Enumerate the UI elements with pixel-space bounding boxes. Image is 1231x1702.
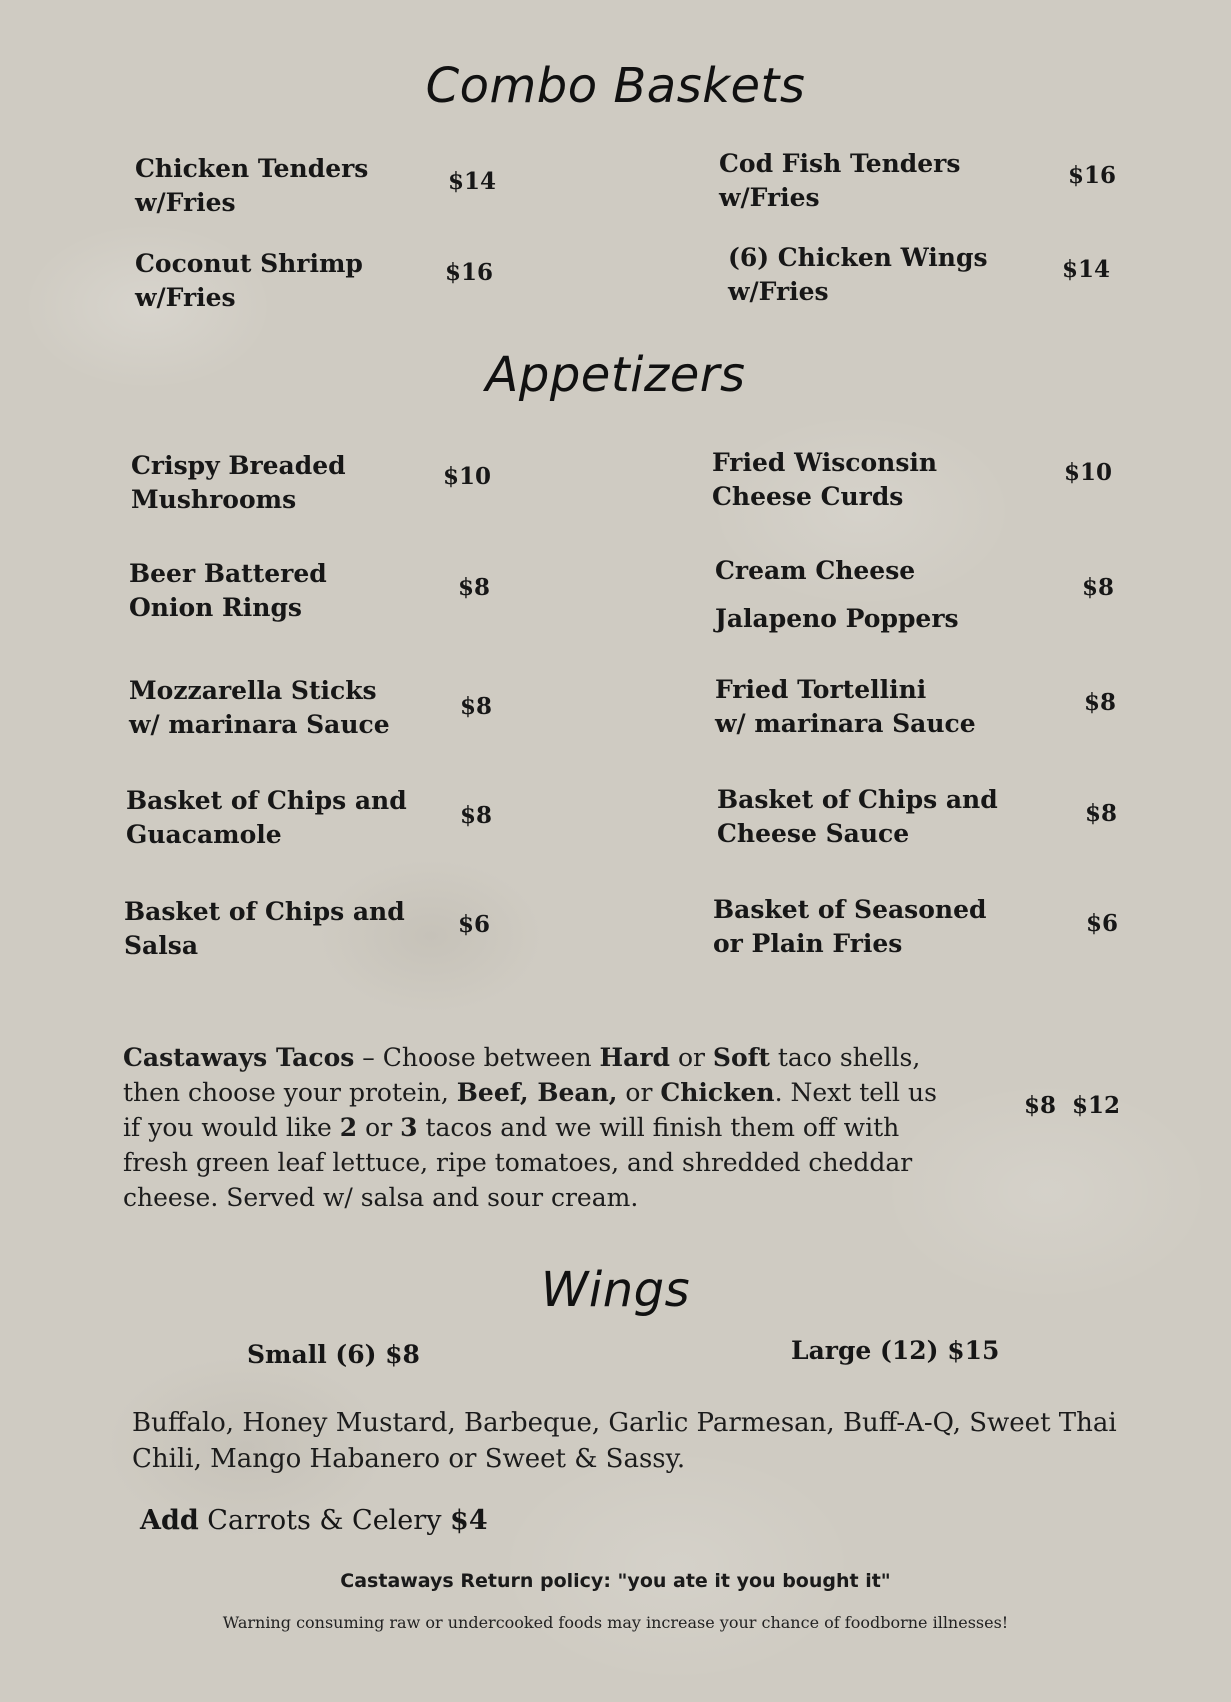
item-line: w/ marinara Sauce bbox=[129, 710, 390, 739]
tacos-price: $8 $12 bbox=[1024, 1092, 1121, 1119]
wings-small-price: Small (6) $8 bbox=[247, 1340, 420, 1369]
wing-flavors: Buffalo, Honey Mustard, Barbeque, Garlic Parmesan, Buff-A-Q, Sweet Thai Chili, Mango Habanero or Sweet & Sassy. bbox=[132, 1408, 1117, 1474]
item-line: (6) Chicken Wings bbox=[728, 243, 988, 272]
item-line: Chicken Tenders bbox=[135, 154, 369, 183]
wings-heading: Wings bbox=[540, 1262, 691, 1318]
menu-item-chips-guacamole bbox=[126, 784, 407, 852]
tacos-text: tacos and we will finish them off with fresh green leaf lettuce, ripe tomatoes, and shredded cheddar cheese. Served w/ salsa and sour cream. bbox=[123, 1113, 913, 1212]
item-price: $10 bbox=[443, 463, 492, 490]
item-line: Cheese Curds bbox=[712, 482, 904, 511]
item-line: Salsa bbox=[124, 931, 199, 960]
item-price: $6 bbox=[458, 911, 491, 938]
item-price: $8 bbox=[1082, 574, 1115, 601]
tacos-description bbox=[123, 1040, 953, 1215]
item-line: Onion Rings bbox=[129, 593, 303, 622]
item-line: Guacamole bbox=[126, 820, 282, 849]
tacos-proteins: Beef, Bean, bbox=[456, 1078, 618, 1107]
item-line: Cream Cheese bbox=[715, 556, 916, 585]
tacos-text: or bbox=[670, 1043, 713, 1072]
item-line: w/Fries bbox=[135, 283, 236, 312]
menu-item-fried-tortellini bbox=[715, 673, 976, 741]
menu-item-cod-fish-tenders bbox=[719, 147, 960, 215]
menu-item-onion-rings bbox=[129, 557, 327, 625]
item-line: Coconut Shrimp bbox=[135, 249, 363, 278]
item-line: Fried Wisconsin bbox=[712, 448, 938, 477]
menu-item-seasoned-fries bbox=[713, 893, 987, 961]
item-line: Mushrooms bbox=[131, 485, 297, 514]
menu-item-breaded-mushrooms bbox=[131, 449, 346, 517]
menu-item-chicken-wings bbox=[728, 241, 988, 309]
item-line: w/ marinara Sauce bbox=[715, 709, 976, 738]
item-line: Crispy Breaded bbox=[131, 451, 346, 480]
item-price: $8 bbox=[460, 802, 493, 829]
menu-item-coconut-shrimp bbox=[135, 247, 363, 315]
item-price: $14 bbox=[1062, 256, 1111, 283]
tacos-name: Castaways Tacos bbox=[123, 1043, 355, 1072]
item-price: $10 bbox=[1064, 459, 1113, 486]
item-line: Basket of Chips and bbox=[124, 897, 405, 926]
addon-price: $4 bbox=[450, 1505, 488, 1536]
combo-baskets-heading: Combo Baskets bbox=[425, 58, 806, 114]
tacos-count-three: 3 bbox=[400, 1113, 418, 1142]
menu-item-chicken-tenders bbox=[135, 152, 368, 220]
tacos-option-hard: Hard bbox=[599, 1043, 670, 1072]
menu-item-chips-salsa bbox=[124, 895, 405, 963]
tacos-text: taco shells, then choose your protein, bbox=[123, 1043, 921, 1107]
item-price: $14 bbox=[448, 168, 497, 195]
item-line: Cheese Sauce bbox=[717, 819, 910, 848]
item-price: $8 bbox=[1085, 800, 1118, 827]
tacos-text: . Next tell us if you would like bbox=[123, 1078, 937, 1142]
addon-item: Carrots & Celery bbox=[198, 1505, 451, 1536]
item-line: Basket of Chips and bbox=[717, 785, 998, 814]
tacos-text: or bbox=[357, 1113, 401, 1142]
item-line: w/Fries bbox=[728, 277, 829, 306]
menu-item-chips-cheese-sauce bbox=[717, 783, 998, 851]
item-line: Beer Battered bbox=[129, 559, 327, 588]
menu-item-mozzarella-sticks bbox=[129, 674, 390, 742]
appetizers-heading: Appetizers bbox=[485, 347, 746, 403]
wings-addon bbox=[140, 1505, 488, 1536]
item-line: Basket of Chips and bbox=[126, 786, 407, 815]
wings-large-price: Large (12) $15 bbox=[791, 1336, 1000, 1365]
item-price: $6 bbox=[1086, 910, 1119, 937]
tacos-count-two: 2 bbox=[339, 1113, 358, 1142]
item-line: w/Fries bbox=[135, 188, 236, 217]
menu-item-jalapeno-poppers bbox=[715, 554, 959, 636]
tacos-option-soft: Soft bbox=[712, 1043, 770, 1072]
tacos-protein-chicken: Chicken bbox=[660, 1078, 775, 1107]
item-line: Jalapeno Poppers bbox=[715, 604, 959, 633]
item-line: Basket of Seasoned bbox=[713, 895, 987, 924]
item-price: $8 bbox=[460, 693, 493, 720]
food-warning: Warning consuming raw or undercooked foods may increase your chance of foodborne illnesses! bbox=[222, 1613, 1009, 1632]
return-policy: Castaways Return policy: "you ate it you bought it" bbox=[340, 1570, 891, 1592]
tacos-text: or bbox=[617, 1078, 661, 1107]
item-line: w/Fries bbox=[719, 183, 820, 212]
item-price: $8 bbox=[458, 574, 491, 601]
item-line: Cod Fish Tenders bbox=[719, 149, 961, 178]
item-line: or Plain Fries bbox=[713, 929, 903, 958]
item-price: $16 bbox=[445, 259, 494, 286]
item-line: Mozzarella Sticks bbox=[129, 676, 377, 705]
menu-item-cheese-curds bbox=[712, 446, 937, 514]
item-price: $16 bbox=[1068, 162, 1117, 189]
item-line: Fried Tortellini bbox=[715, 675, 927, 704]
item-price: $8 bbox=[1084, 689, 1117, 716]
addon-label: Add bbox=[140, 1505, 199, 1536]
tacos-text: – Choose between bbox=[354, 1043, 600, 1072]
